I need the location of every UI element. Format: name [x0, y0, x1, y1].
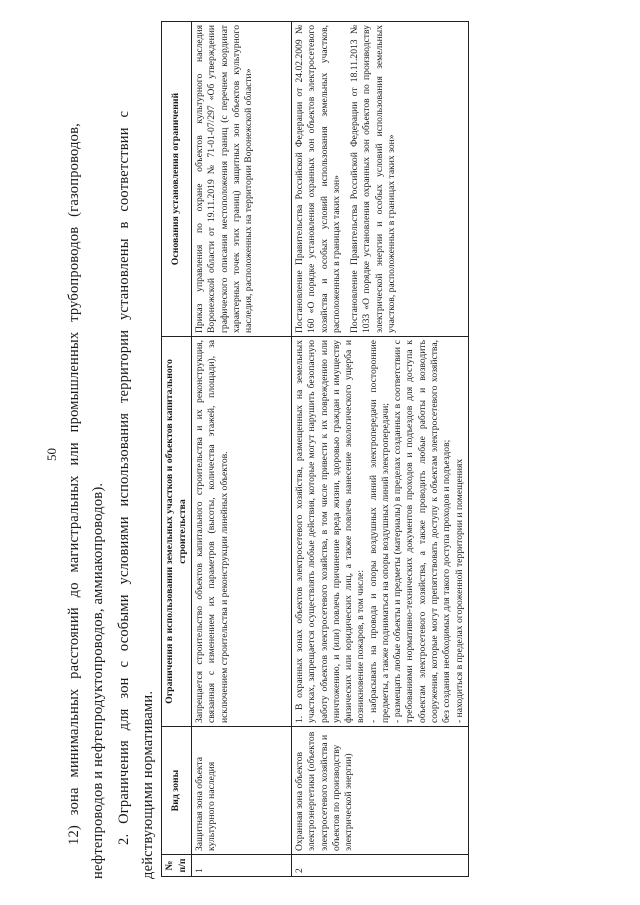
table-row: [292, 22, 469, 877]
row-zone: Охранная зона объектов электроэнергетики (объектов электросетевого хозяйства и объектов по производству электрической энергии): [292, 727, 469, 855]
row-num: 2: [292, 855, 469, 877]
page-number: 50: [44, 448, 59, 461]
table-row: [192, 22, 292, 877]
header-basis: Основания установления ограничений: [162, 22, 192, 337]
row-restrictions: [292, 337, 469, 727]
row-restrictions: [192, 337, 292, 727]
intro-line-4: действующими нормативами.: [140, 690, 156, 879]
row-num: 1: [192, 855, 292, 877]
intro-line-3: 2. Ограничения для зон с особыми условиями использования территории установлены в соответствии с: [116, 110, 132, 845]
row-basis: Приказ управления по охране объектов культурного наследия Воронежской области от 19.11.2019 № 71-01-07/297 «Об утверждении графического описания местоположения границ (с перечнем координат характерных точек этих границ) защитных зон объектов культурного наследия, расположенных на территории Воронежской области»: [192, 22, 292, 337]
row-zone: Защитная зона объекта культурного наследия: [192, 727, 292, 855]
intro-line-2: нефтепроводов и нефтепродуктопроводов, аммиакопроводов).: [90, 482, 106, 879]
header-zone-type: Вид зоны: [162, 727, 192, 855]
header-restrictions: Ограничения в использовании земельных участков и объектов капитального строительства: [162, 337, 192, 727]
table-header-row: [162, 22, 192, 877]
basis-text: Постановление Правительства Российской Федерации от 18.11.2013 № 1033 «О порядке установления охранных зон объектов по производству электрической энергии и особых условий использования земельных участков, расположенных в границах таких зон»: [349, 25, 397, 333]
restriction-text: - набрасывать на провода и опоры воздушных линий электропередачи посторонние предметы, а также подниматься на опоры воздушных линий электропередачи;: [367, 340, 391, 723]
restriction-text: - находиться в пределах огороженной территории и помещениях: [453, 458, 465, 723]
restriction-text: 1. В охранных зонах объектов электросетевого хозяйства, размещенных на земельных участках, запрещается осуществлять любые действия, которые могут нарушить безопасную работу объектов электросетевого хозяйства, в том числе привести к их повреждению или уничтожению, и (или) повлечь причинение вреда жизни, здоровью граждан и имуществу физических или юридических лиц, а также повлечь нанесение экологического ущерба и возникновение пожаров, в том числе:: [294, 340, 367, 723]
intro-line-1: 12) зона минимальных расстояний до магистральных или промышленных трубопроводов (газопроводов,: [66, 123, 82, 845]
restriction-text: Запрещается строительство объектов капитального строительства и их реконструкция, связанная с изменением их параметров (высоты, количества этажей, площади), за исключением строительства и реконструкции линейных объектов.: [194, 340, 230, 723]
restriction-text: - размещать любые объекты и предметы (материалы) в пределах созданных в соответствии с требованиями нормативно-технических документов проходов и подъездов для доступа к объектам электросетевого хозяйства, а также проводить любые работы и возводить сооружения, которые могут препятствовать доступу к объектам электросетевого хозяйства, без создания необходимых для такого доступа проходов и подъездов;: [392, 340, 453, 723]
header-num: № п/п: [162, 855, 192, 877]
zones-table: [161, 21, 469, 877]
basis-text: Постановление Правительства Российской Федерации от 24.02.2009 № 160 «О порядке установления охранных зон объектов электросетевого хозяйства и особых условий использования земельных участков, расположенных в границах таких зон»: [294, 25, 342, 333]
row-basis: [292, 22, 469, 337]
